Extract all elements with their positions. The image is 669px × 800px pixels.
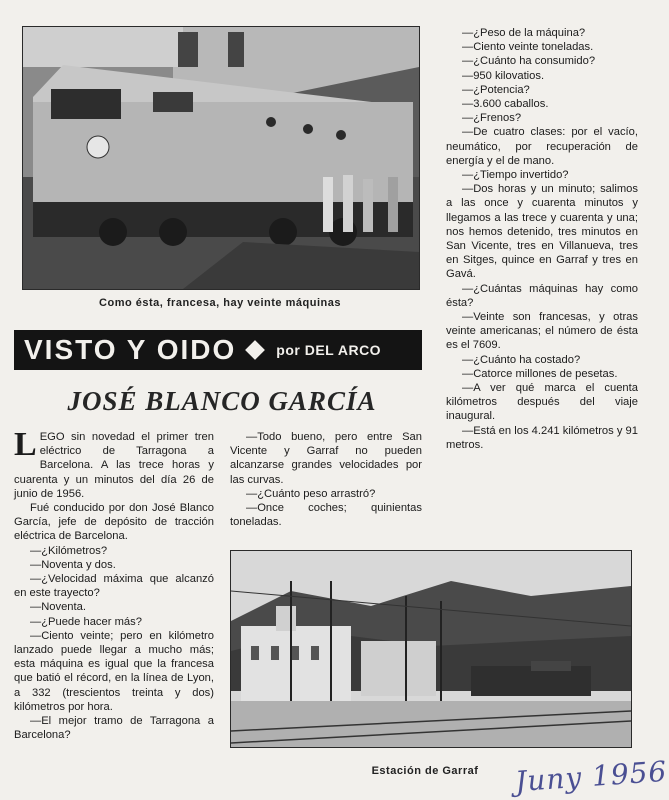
banner-title: VISTO Y OIDO (24, 334, 237, 365)
paragraph: EGO sin novedad el primer tren eléctrico de Tarragona a Barcelona. A las trece horas y cuarenta y un minutos del día 26 de junio de 1956. (14, 431, 214, 500)
locomotive-photo (22, 26, 420, 290)
paragraph: —¿Cuántas máquinas hay como ésta? (446, 282, 638, 309)
diamond-icon (245, 340, 265, 360)
paragraph: —Ciento veinte; pero en kilómetro lanzado puede llegar a mucho más; esta máquina es igual que la francesa que batió el récord, en la línea de Lyon, a 332 (trescientos treinta y dos) kilómetros por hora. (14, 629, 214, 713)
paragraph: —¿Frenos? (462, 112, 522, 125)
banner-byline: por DEL ARCO (276, 342, 382, 358)
paragraph: —¿Puede hacer más? (30, 615, 142, 628)
paragraph: —Está en los 4.241 kilómetros y 91 metros. (446, 424, 638, 451)
paragraph: —¿Cuánto peso arrastró? (246, 487, 376, 500)
article-column-3 (446, 26, 638, 452)
paragraph: —Dos horas y un minuto; salimos a las once y cuarenta minutos y llegamos a las trece y cuarenta y una; nos hemos detenido, tres minutos en San Vicente, tres en Villanueva, tres en Sitges, quince en Garraf y tres en Gavá. (446, 183, 638, 281)
paragraph: —Catorce millones de pesetas. (462, 367, 618, 380)
paragraph: —¿Velocidad máxima que alcanzó en este trayecto? (14, 573, 214, 600)
paragraph: —Todo bueno, pero entre San Vicente y Garraf no pueden alcanzarse grandes velocidades por las curvas. (230, 431, 422, 486)
drop-cap: L (14, 426, 37, 463)
article-column-1 (14, 426, 214, 742)
paragraph: —Ciento veinte toneladas. (462, 41, 594, 54)
paragraph: —De cuatro clases: por el vacío, neumático, por recuperación de energía y el de mano. (446, 126, 638, 167)
paragraph: —El mejor tramo de Tarragona a Barcelona? (14, 715, 214, 742)
paragraph: —¿Potencia? (462, 83, 530, 96)
paragraph: —A ver qué marca el cuenta kilómetros después del viaje inaugural. (446, 382, 638, 423)
paragraph: —Once coches; quinientas toneladas. (230, 502, 422, 529)
paragraph: —950 kilovatios. (462, 69, 545, 82)
top-photo-caption: Como ésta, francesa, hay veinte máquinas (99, 297, 341, 309)
paragraph: Fué conducido por don José Blanco García, jefe de depósito de tracción eléctrica de Barcelona. (14, 502, 214, 543)
paragraph: —¿Cuánto ha costado? (462, 353, 581, 366)
article-column-2 (230, 430, 422, 529)
interviewee-name: JOSÉ BLANCO GARCÍA (67, 386, 377, 416)
handwritten-date: Juny 1956 (514, 754, 669, 799)
paragraph: —¿Cuánto ha consumido? (462, 55, 596, 68)
bottom-photo-caption: Estación de Garraf (371, 765, 479, 777)
paragraph: —3.600 caballos. (462, 98, 549, 111)
paragraph: —Noventa. (30, 601, 86, 614)
column-banner (14, 330, 422, 370)
paragraph: —¿Peso de la máquina? (462, 27, 586, 39)
paragraph: —¿Kilómetros? (30, 544, 108, 557)
paragraph: —¿Tiempo invertido? (462, 169, 569, 182)
paragraph: —Noventa y dos. (30, 558, 116, 571)
station-photo (230, 550, 632, 748)
paragraph: —Veinte son francesas, y otras veinte americanas; el número de ésta es el 7609. (446, 311, 638, 352)
